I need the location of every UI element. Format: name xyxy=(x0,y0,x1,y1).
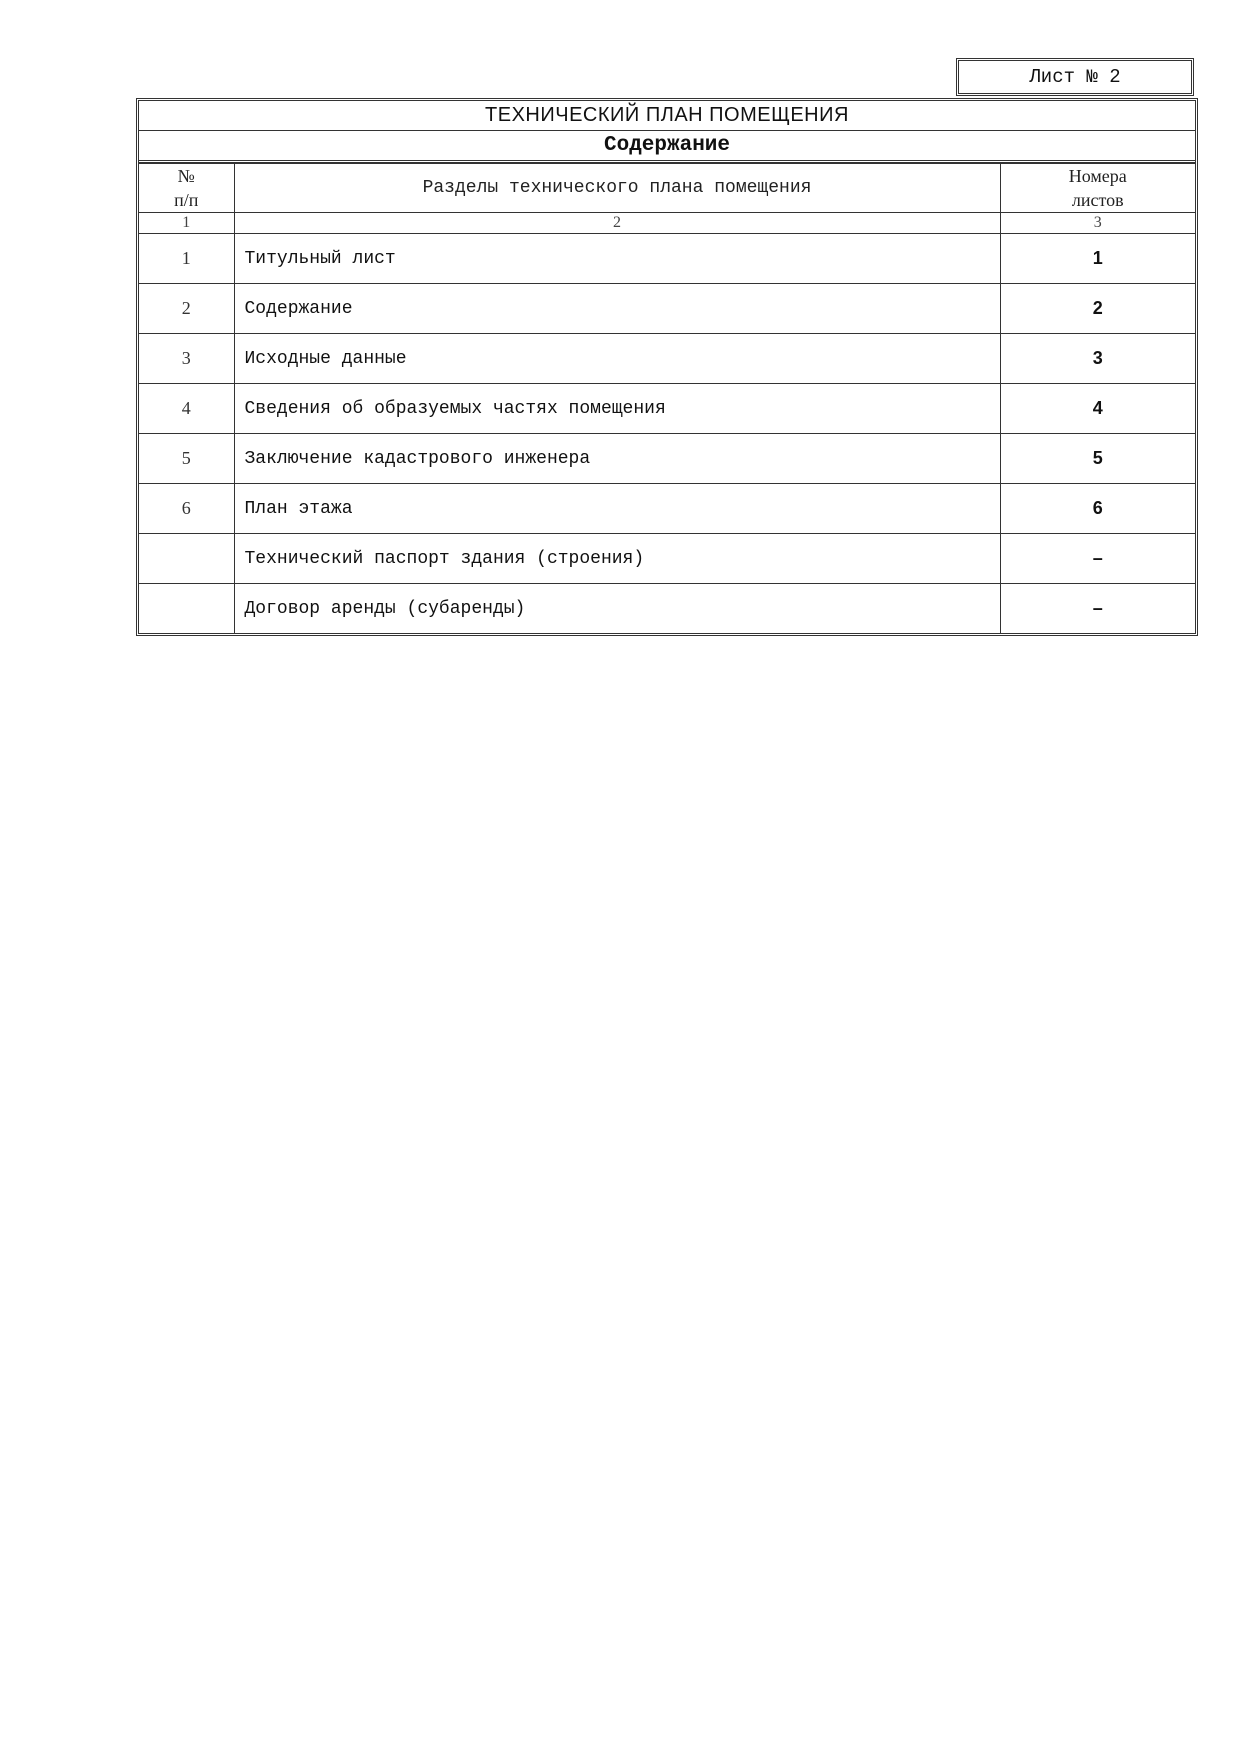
document-title-row xyxy=(139,101,1195,131)
row-number: 5 xyxy=(139,434,234,484)
row-sheet-number: 1 xyxy=(1000,234,1195,284)
sheet-number-label: Лист № 2 xyxy=(1029,66,1121,88)
sheet-number-box xyxy=(956,58,1194,96)
header-number-line2: п/п xyxy=(174,190,199,210)
row-section-name: Технический паспорт здания (строения) xyxy=(234,534,1000,584)
table-row xyxy=(139,534,1195,584)
row-sheet-number: 2 xyxy=(1000,284,1195,334)
document-subtitle: Содержание xyxy=(603,134,731,157)
row-number: 6 xyxy=(139,484,234,534)
row-number: 4 xyxy=(139,384,234,434)
header-sheets-cell xyxy=(1000,164,1195,213)
contents-table xyxy=(139,163,1195,633)
table-row xyxy=(139,434,1195,484)
column-number-row xyxy=(139,213,1195,234)
column-number-1: 1 xyxy=(139,213,234,234)
row-sheet-number: 6 xyxy=(1000,484,1195,534)
header-number-cell xyxy=(139,164,234,213)
row-section-name: Заключение кадастрового инженера xyxy=(234,434,1000,484)
row-section-name: Исходные данные xyxy=(234,334,1000,384)
table-row xyxy=(139,284,1195,334)
row-section-name: Сведения об образуемых частях помещения xyxy=(234,384,1000,434)
row-sheet-number: – xyxy=(1000,584,1195,634)
header-sheets-line1: Номера xyxy=(1068,166,1127,186)
header-section-cell: Разделы технического плана помещения xyxy=(234,164,1000,213)
row-section-name: Титульный лист xyxy=(234,234,1000,284)
row-sheet-number: 3 xyxy=(1000,334,1195,384)
row-sheet-number: – xyxy=(1000,534,1195,584)
table-row xyxy=(139,234,1195,284)
table-header-row xyxy=(139,164,1195,213)
row-number: 2 xyxy=(139,284,234,334)
header-number-line1: № xyxy=(177,166,195,186)
table-row xyxy=(139,334,1195,384)
table-row xyxy=(139,584,1195,634)
table-row xyxy=(139,384,1195,434)
header-sheets-line2: листов xyxy=(1071,190,1124,210)
document-subtitle-row xyxy=(139,131,1195,163)
column-number-3: 3 xyxy=(1000,213,1195,234)
row-number: 1 xyxy=(139,234,234,284)
row-sheet-number: 5 xyxy=(1000,434,1195,484)
row-number xyxy=(139,534,234,584)
row-section-name: Содержание xyxy=(234,284,1000,334)
document-title: ТЕХНИЧЕСКИЙ ПЛАН ПОМЕЩЕНИЯ xyxy=(485,104,849,126)
column-number-2: 2 xyxy=(234,213,1000,234)
row-section-name: План этажа xyxy=(234,484,1000,534)
row-sheet-number: 4 xyxy=(1000,384,1195,434)
table-row xyxy=(139,484,1195,534)
document-frame xyxy=(136,98,1198,636)
row-number: 3 xyxy=(139,334,234,384)
row-number xyxy=(139,584,234,634)
row-section-name: Договор аренды (субаренды) xyxy=(234,584,1000,634)
